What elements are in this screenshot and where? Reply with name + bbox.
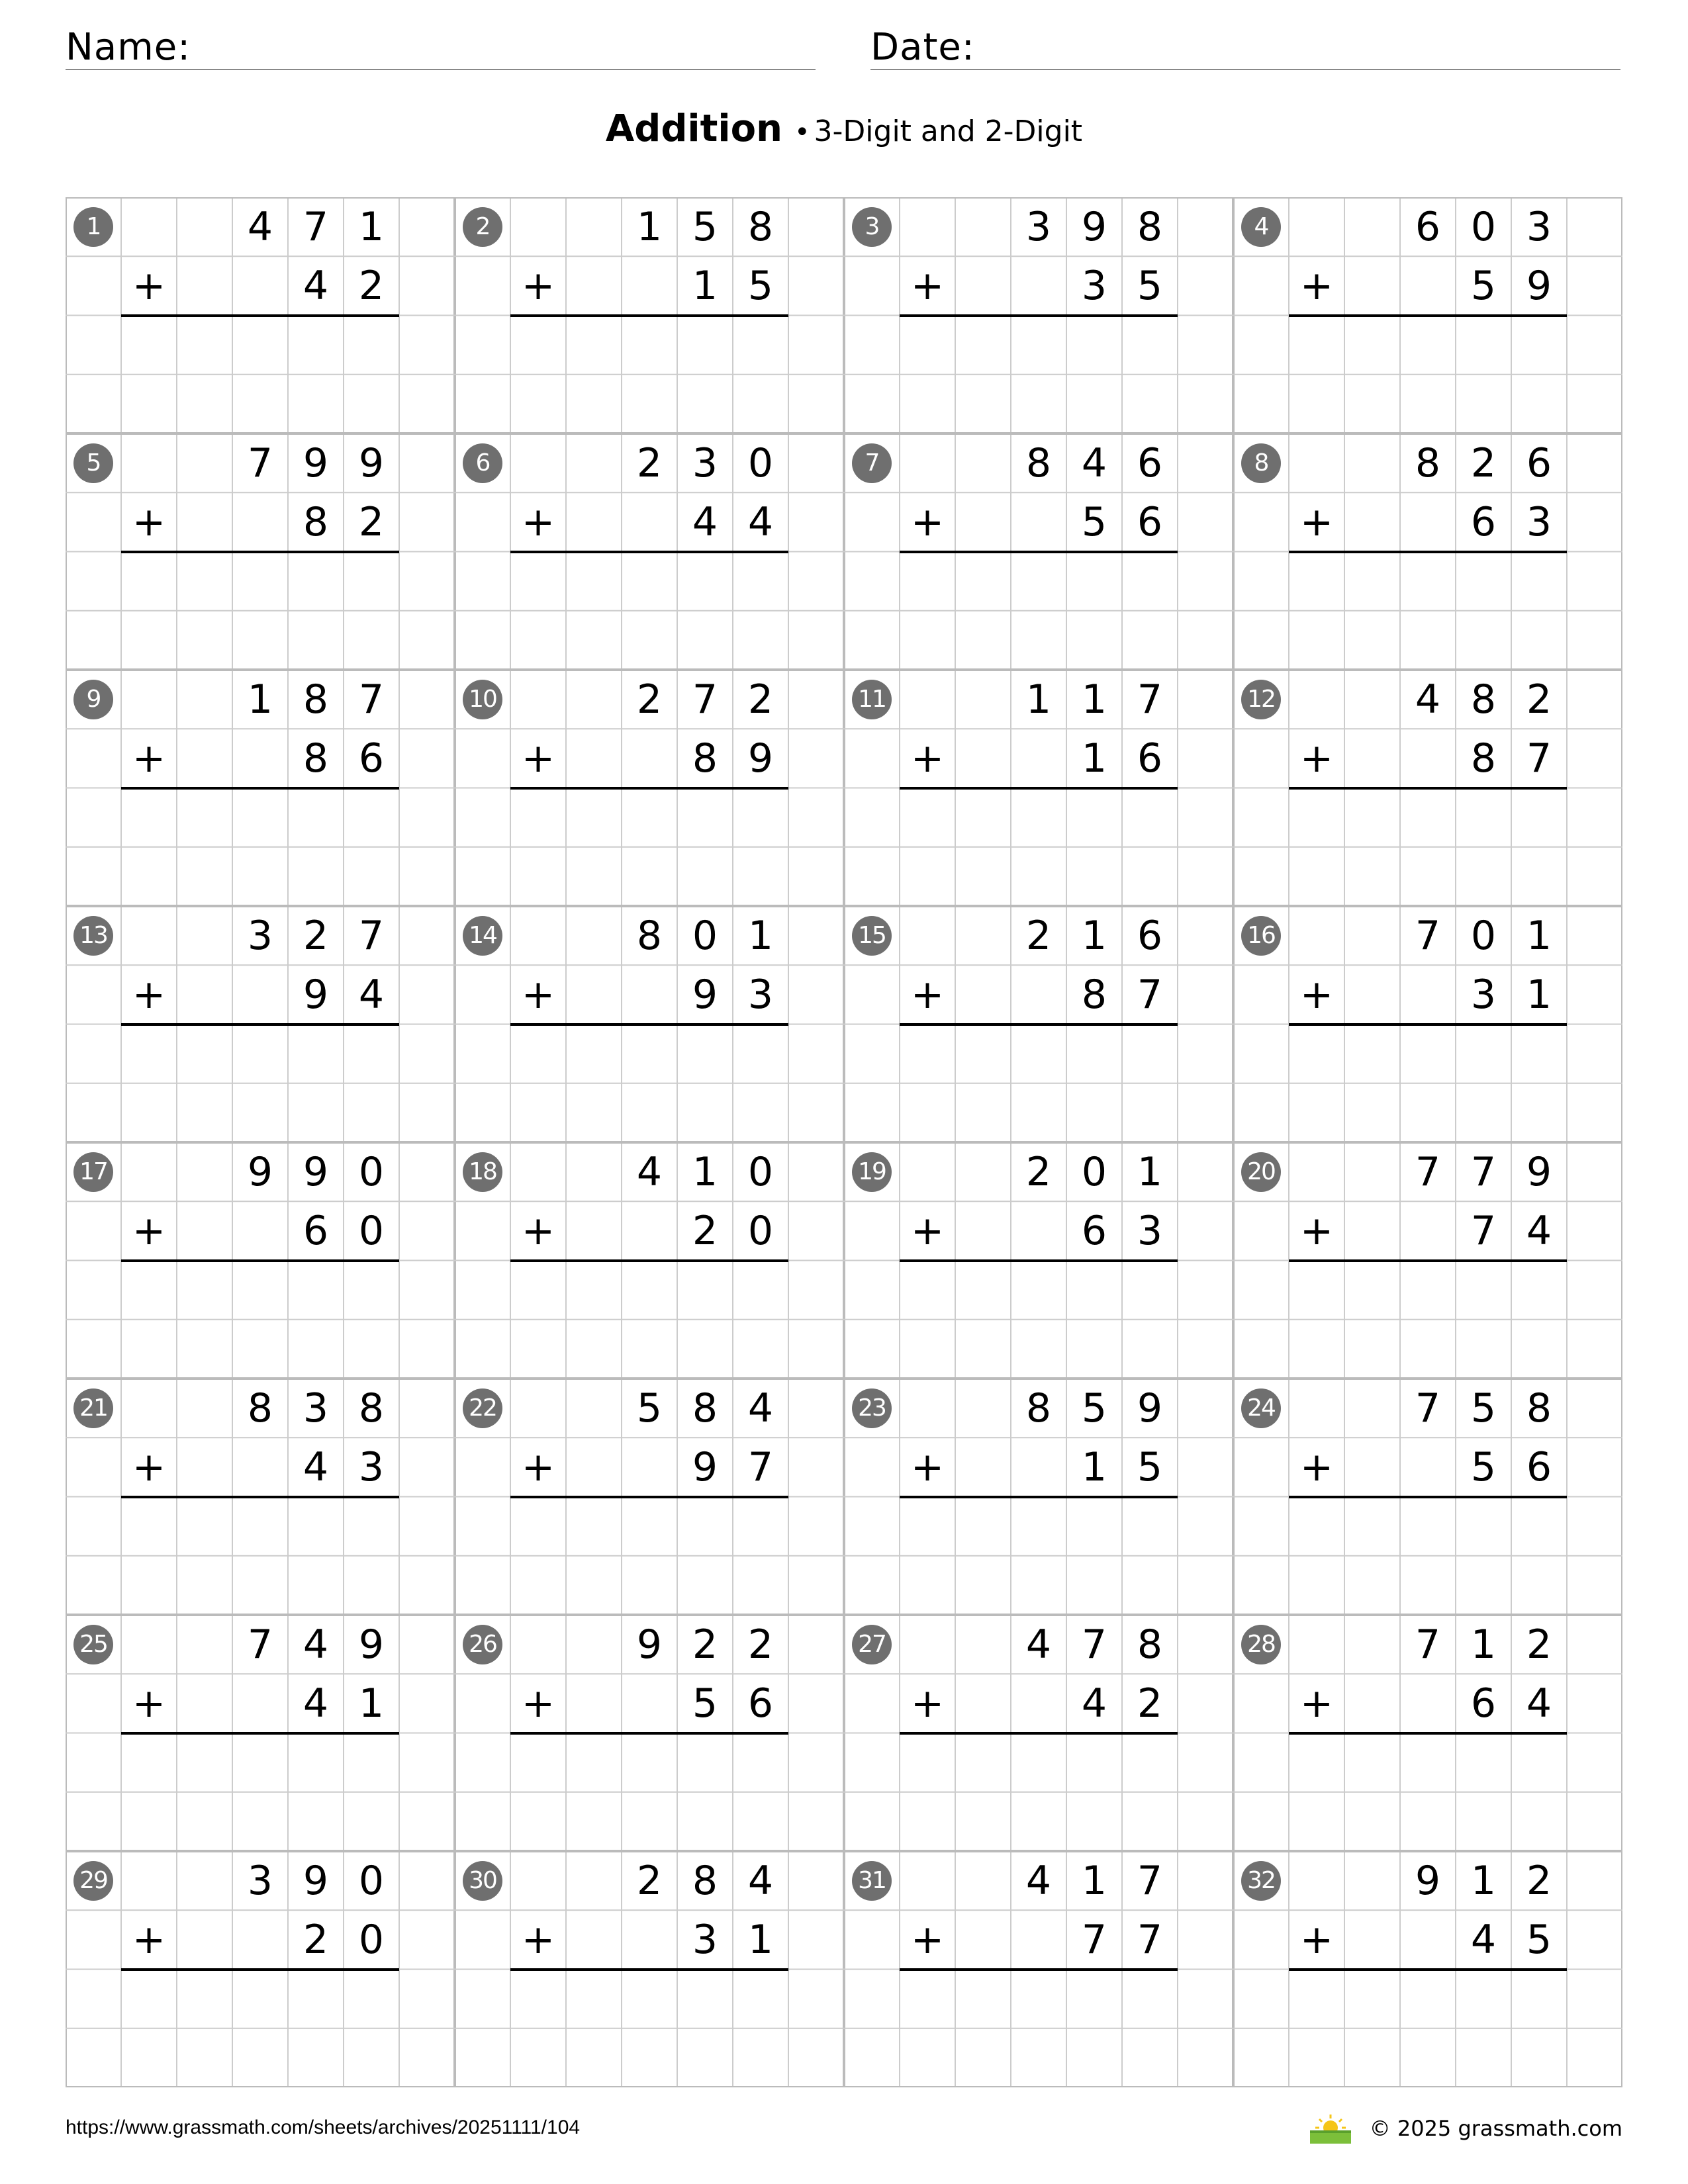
bottom-digit: 9 — [303, 972, 329, 1019]
problem-number-badge: 25 — [73, 1625, 113, 1664]
bottom-digit: 6 — [747, 1680, 774, 1727]
top-digit: 7 — [247, 1621, 273, 1668]
bottom-digit: 6 — [1137, 499, 1163, 546]
bottom-digit: 3 — [1137, 1208, 1163, 1255]
top-digit: 7 — [303, 204, 329, 250]
top-digit: 1 — [1081, 676, 1107, 723]
bottom-digit: 6 — [1470, 1680, 1497, 1727]
top-digit: 8 — [1025, 1385, 1052, 1432]
bottom-digit: 5 — [1526, 1917, 1552, 1964]
problem-number-badge: 7 — [852, 443, 892, 483]
top-digit: 1 — [1526, 913, 1552, 959]
answer-area[interactable] — [121, 1024, 399, 1143]
answer-area[interactable] — [900, 1970, 1178, 2088]
bottom-digit: 0 — [747, 1208, 774, 1255]
top-digit: 7 — [1415, 1621, 1441, 1668]
plus-sign: + — [521, 1680, 555, 1727]
top-digit: 6 — [1137, 913, 1163, 959]
date-label: Date: — [870, 26, 975, 69]
bottom-digit: 7 — [1081, 1917, 1107, 1964]
top-digit: 9 — [1415, 1858, 1441, 1904]
top-digit: 4 — [247, 204, 273, 250]
plus-sign: + — [521, 1444, 555, 1491]
top-digit: 1 — [247, 676, 273, 723]
answer-area[interactable] — [121, 1497, 399, 1615]
plus-sign: + — [521, 263, 555, 310]
top-digit: 7 — [1137, 1858, 1163, 1904]
top-digit: 2 — [1526, 676, 1552, 723]
footer-copyright — [1307, 2113, 1622, 2144]
bottom-digit: 3 — [1526, 499, 1552, 546]
plus-sign: + — [910, 1917, 945, 1964]
top-digit: 7 — [692, 676, 718, 723]
problem-number-badge: 26 — [463, 1625, 502, 1664]
top-digit: 9 — [303, 1858, 329, 1904]
bottom-digit: 5 — [1137, 1444, 1163, 1491]
top-digit: 8 — [747, 204, 774, 250]
top-digit: 1 — [636, 204, 663, 250]
sun-over-grass-icon — [1307, 2113, 1354, 2144]
answer-area[interactable] — [900, 1261, 1178, 1379]
bottom-digit: 5 — [1081, 499, 1107, 546]
top-digit: 0 — [1081, 1149, 1107, 1195]
answer-area[interactable] — [510, 1497, 788, 1615]
plus-sign: + — [521, 499, 555, 546]
top-digit: 0 — [1470, 913, 1497, 959]
top-digit: 1 — [1137, 1149, 1163, 1195]
plus-sign: + — [910, 972, 945, 1019]
problem-number-badge: 21 — [73, 1388, 113, 1428]
problem-number-badge: 18 — [463, 1152, 502, 1192]
answer-area[interactable] — [510, 1733, 788, 1852]
bottom-digit: 9 — [747, 735, 774, 782]
bottom-digit: 0 — [358, 1208, 385, 1255]
top-digit: 3 — [247, 913, 273, 959]
top-digit: 0 — [747, 440, 774, 486]
bottom-digit: 4 — [747, 499, 774, 546]
top-digit: 3 — [692, 440, 718, 486]
bottom-digit: 4 — [303, 1680, 329, 1727]
top-digit: 2 — [636, 676, 663, 723]
top-digit: 1 — [1025, 676, 1052, 723]
top-digit: 9 — [1081, 204, 1107, 250]
bottom-digit: 6 — [1137, 735, 1163, 782]
name-label: Name: — [66, 26, 191, 69]
problem-number-badge: 32 — [1241, 1861, 1281, 1901]
answer-area[interactable] — [900, 552, 1178, 670]
worksheet-title — [0, 99, 1688, 159]
problem-number-badge: 11 — [852, 680, 892, 719]
plus-sign: + — [1299, 735, 1334, 782]
top-digit: 6 — [1526, 440, 1552, 486]
problem-number-badge: 1 — [73, 207, 113, 247]
top-digit: 9 — [303, 1149, 329, 1195]
top-digit: 5 — [636, 1385, 663, 1432]
top-digit: 2 — [1025, 913, 1052, 959]
bottom-digit: 2 — [692, 1208, 718, 1255]
bottom-digit: 1 — [692, 263, 718, 310]
bottom-digit: 2 — [358, 263, 385, 310]
top-digit: 7 — [1415, 1385, 1441, 1432]
problem-number-badge: 12 — [1241, 680, 1281, 719]
bottom-digit: 1 — [747, 1917, 774, 1964]
bottom-digit: 1 — [358, 1680, 385, 1727]
plus-sign: + — [521, 1917, 555, 1964]
top-digit: 4 — [747, 1385, 774, 1432]
plus-sign: + — [132, 735, 166, 782]
bottom-digit: 6 — [303, 1208, 329, 1255]
top-digit: 7 — [358, 913, 385, 959]
top-digit: 4 — [636, 1149, 663, 1195]
answer-area[interactable] — [1289, 1733, 1567, 1852]
top-digit: 9 — [358, 1621, 385, 1668]
top-digit: 1 — [1081, 1858, 1107, 1904]
plus-sign: + — [521, 972, 555, 1019]
bottom-digit: 8 — [1081, 972, 1107, 1019]
top-digit: 7 — [1415, 913, 1441, 959]
top-digit: 2 — [747, 676, 774, 723]
answer-area[interactable] — [1289, 552, 1567, 670]
answer-area[interactable] — [900, 316, 1178, 434]
date-field[interactable] — [870, 20, 1620, 70]
plus-sign: + — [1299, 263, 1334, 310]
bottom-digit: 8 — [692, 735, 718, 782]
answer-area[interactable] — [1289, 1497, 1567, 1615]
top-digit: 8 — [1025, 440, 1052, 486]
problem-number-badge: 30 — [463, 1861, 502, 1901]
bottom-digit: 3 — [1081, 263, 1107, 310]
problem-number-badge: 22 — [463, 1388, 502, 1428]
top-digit: 1 — [1470, 1621, 1497, 1668]
bottom-digit: 5 — [1470, 263, 1497, 310]
plus-sign: + — [1299, 1208, 1334, 1255]
top-digit: 7 — [1415, 1149, 1441, 1195]
top-digit: 8 — [692, 1858, 718, 1904]
plus-sign: + — [132, 1444, 166, 1491]
top-digit: 9 — [358, 440, 385, 486]
bottom-digit: 3 — [1470, 972, 1497, 1019]
bottom-digit: 4 — [358, 972, 385, 1019]
bottom-digit: 9 — [692, 972, 718, 1019]
top-digit: 5 — [1470, 1385, 1497, 1432]
top-digit: 2 — [747, 1621, 774, 1668]
bottom-digit: 3 — [358, 1444, 385, 1491]
top-digit: 8 — [1470, 676, 1497, 723]
problem-number-badge: 5 — [73, 443, 113, 483]
bottom-digit: 5 — [1470, 1444, 1497, 1491]
plus-sign: + — [1299, 1917, 1334, 1964]
top-digit: 2 — [692, 1621, 718, 1668]
bottom-digit: 5 — [747, 263, 774, 310]
answer-area[interactable] — [121, 1733, 399, 1852]
bottom-digit: 2 — [1137, 1680, 1163, 1727]
top-digit: 2 — [1526, 1621, 1552, 1668]
bottom-digit: 4 — [692, 499, 718, 546]
answer-area[interactable] — [121, 1970, 399, 2088]
answer-area[interactable] — [900, 788, 1178, 907]
bottom-digit: 0 — [358, 1917, 385, 1964]
problem-number-badge: 19 — [852, 1152, 892, 1192]
top-digit: 4 — [747, 1858, 774, 1904]
top-digit: 4 — [1415, 676, 1441, 723]
plus-sign: + — [132, 972, 166, 1019]
problem-number-badge: 27 — [852, 1625, 892, 1664]
top-digit: 9 — [303, 440, 329, 486]
problem-number-badge: 16 — [1241, 916, 1281, 956]
top-digit: 1 — [1081, 913, 1107, 959]
answer-area[interactable] — [510, 1024, 788, 1143]
answer-area[interactable] — [510, 1970, 788, 2088]
problem-number-badge: 3 — [852, 207, 892, 247]
bottom-digit: 7 — [747, 1444, 774, 1491]
plus-sign: + — [132, 1208, 166, 1255]
top-digit: 4 — [1081, 440, 1107, 486]
top-digit: 1 — [747, 913, 774, 959]
bottom-digit: 7 — [1137, 1917, 1163, 1964]
top-digit: 7 — [1137, 676, 1163, 723]
top-digit: 0 — [747, 1149, 774, 1195]
top-digit: 3 — [1526, 204, 1552, 250]
answer-area[interactable] — [121, 788, 399, 907]
problem-number-badge: 17 — [73, 1152, 113, 1192]
answer-area[interactable] — [1289, 1261, 1567, 1379]
top-digit: 1 — [692, 1149, 718, 1195]
problem-number-badge: 10 — [463, 680, 502, 719]
answer-area[interactable] — [121, 316, 399, 434]
top-digit: 2 — [636, 1858, 663, 1904]
bottom-digit: 1 — [1526, 972, 1552, 1019]
plus-sign: + — [910, 499, 945, 546]
bottom-digit: 7 — [1470, 1208, 1497, 1255]
top-digit: 9 — [636, 1621, 663, 1668]
top-digit: 8 — [1526, 1385, 1552, 1432]
bottom-digit: 4 — [1081, 1680, 1107, 1727]
top-digit: 8 — [247, 1385, 273, 1432]
top-digit: 3 — [247, 1858, 273, 1904]
title-subtitle: 3-Digit and 2-Digit — [814, 114, 1083, 148]
plus-sign: + — [1299, 1680, 1334, 1727]
answer-area[interactable] — [510, 552, 788, 670]
title-bullet: • — [794, 117, 810, 148]
top-digit: 2 — [636, 440, 663, 486]
source-url[interactable]: https://www.grassmath.com/sheets/archives/20251111/104 — [66, 2116, 581, 2138]
top-digit: 8 — [303, 676, 329, 723]
top-digit: 4 — [1025, 1858, 1052, 1904]
bottom-digit: 7 — [1137, 972, 1163, 1019]
top-digit: 1 — [358, 204, 385, 250]
problem-number-badge: 9 — [73, 680, 113, 719]
top-digit: 7 — [358, 676, 385, 723]
bottom-digit: 4 — [1526, 1680, 1552, 1727]
top-digit: 9 — [247, 1149, 273, 1195]
top-digit: 9 — [1526, 1149, 1552, 1195]
bottom-digit: 5 — [1137, 263, 1163, 310]
problem-number-badge: 23 — [852, 1388, 892, 1428]
bottom-digit: 9 — [692, 1444, 718, 1491]
answer-area[interactable] — [510, 316, 788, 434]
top-digit: 0 — [692, 913, 718, 959]
bottom-digit: 3 — [692, 1917, 718, 1964]
plus-sign: + — [132, 1680, 166, 1727]
plus-sign: + — [132, 263, 166, 310]
answer-area[interactable] — [121, 552, 399, 670]
plus-sign: + — [521, 735, 555, 782]
bottom-digit: 9 — [1526, 263, 1552, 310]
plus-sign: + — [521, 1208, 555, 1255]
top-digit: 5 — [692, 204, 718, 250]
top-digit: 8 — [358, 1385, 385, 1432]
answer-area[interactable] — [900, 1497, 1178, 1615]
problem-number-badge: 20 — [1241, 1152, 1281, 1192]
bottom-digit: 6 — [1470, 499, 1497, 546]
bottom-digit: 1 — [1081, 1444, 1107, 1491]
answer-area[interactable] — [1289, 1970, 1567, 2088]
answer-area[interactable] — [121, 1261, 399, 1379]
top-digit: 0 — [358, 1858, 385, 1904]
top-digit: 2 — [1470, 440, 1497, 486]
top-digit: 9 — [1137, 1385, 1163, 1432]
bottom-digit: 1 — [1081, 735, 1107, 782]
top-digit: 5 — [1081, 1385, 1107, 1432]
top-digit: 2 — [1025, 1149, 1052, 1195]
plus-sign: + — [910, 1680, 945, 1727]
plus-sign: + — [1299, 972, 1334, 1019]
problem-number-badge: 24 — [1241, 1388, 1281, 1428]
bottom-digit: 5 — [692, 1680, 718, 1727]
name-field[interactable] — [66, 20, 816, 70]
top-digit: 8 — [636, 913, 663, 959]
answer-area[interactable] — [510, 1261, 788, 1379]
bottom-digit: 4 — [303, 1444, 329, 1491]
top-digit: 3 — [303, 1385, 329, 1432]
bottom-digit: 6 — [1526, 1444, 1552, 1491]
problem-number-badge: 13 — [73, 916, 113, 956]
problem-number-badge: 8 — [1241, 443, 1281, 483]
bottom-digit: 7 — [1526, 735, 1552, 782]
top-digit: 2 — [1526, 1858, 1552, 1904]
top-digit: 0 — [1470, 204, 1497, 250]
top-digit: 8 — [692, 1385, 718, 1432]
bottom-digit: 6 — [1081, 1208, 1107, 1255]
plus-sign: + — [1299, 499, 1334, 546]
bottom-digit: 4 — [303, 263, 329, 310]
top-digit: 4 — [1025, 1621, 1052, 1668]
top-digit: 4 — [303, 1621, 329, 1668]
answer-area[interactable] — [1289, 1024, 1567, 1143]
bottom-digit: 2 — [358, 499, 385, 546]
bottom-digit: 6 — [358, 735, 385, 782]
bottom-digit: 8 — [303, 499, 329, 546]
answer-area[interactable] — [1289, 316, 1567, 434]
top-digit: 6 — [1137, 440, 1163, 486]
problem-number-badge: 31 — [852, 1861, 892, 1901]
top-digit: 6 — [1415, 204, 1441, 250]
top-digit: 8 — [1137, 204, 1163, 250]
problem-number-badge: 15 — [852, 916, 892, 956]
answer-area[interactable] — [1289, 788, 1567, 907]
plus-sign: + — [1299, 1444, 1334, 1491]
bottom-digit: 3 — [747, 972, 774, 1019]
problem-number-badge: 28 — [1241, 1625, 1281, 1664]
answer-area[interactable] — [900, 1024, 1178, 1143]
answer-area[interactable] — [510, 788, 788, 907]
plus-sign: + — [910, 263, 945, 310]
plus-sign: + — [910, 1208, 945, 1255]
bottom-digit: 4 — [1470, 1917, 1497, 1964]
top-digit: 7 — [1081, 1621, 1107, 1668]
top-digit: 8 — [1137, 1621, 1163, 1668]
problem-number-badge: 14 — [463, 916, 502, 956]
top-digit: 1 — [1470, 1858, 1497, 1904]
top-digit: 7 — [247, 440, 273, 486]
bottom-digit: 4 — [1526, 1208, 1552, 1255]
plus-sign: + — [132, 1917, 166, 1964]
plus-sign: + — [910, 1444, 945, 1491]
top-digit: 7 — [1470, 1149, 1497, 1195]
top-digit: 8 — [1415, 440, 1441, 486]
top-digit: 3 — [1025, 204, 1052, 250]
plus-sign: + — [132, 499, 166, 546]
title-main: Addition — [605, 107, 782, 150]
copyright-text: © 2025 grassmath.com — [1369, 2116, 1622, 2141]
bottom-digit: 2 — [303, 1917, 329, 1964]
answer-area[interactable] — [900, 1733, 1178, 1852]
top-digit: 2 — [303, 913, 329, 959]
problem-number-badge: 29 — [73, 1861, 113, 1901]
problem-number-badge: 6 — [463, 443, 502, 483]
top-digit: 0 — [358, 1149, 385, 1195]
plus-sign: + — [910, 735, 945, 782]
problem-number-badge: 4 — [1241, 207, 1281, 247]
problem-number-badge: 2 — [463, 207, 502, 247]
bottom-digit: 8 — [1470, 735, 1497, 782]
bottom-digit: 8 — [303, 735, 329, 782]
